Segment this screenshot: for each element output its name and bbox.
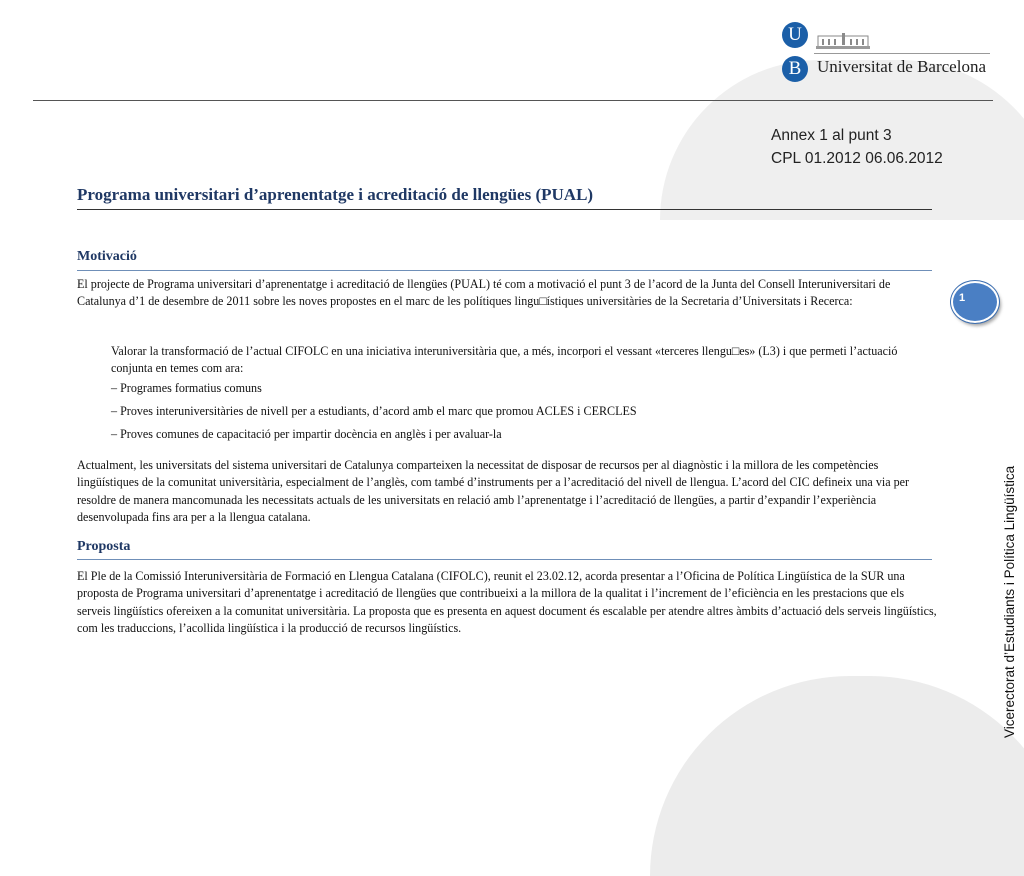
bullet-item: – Proves comunes de capacitació per impartir docència en anglès i per avaluar-la <box>111 427 502 441</box>
motivacio-quote: Valorar la transformació de l’actual CIFOLC en una iniciativa interuniversitària que, a més, incorpori el vessant «terceres llengu□es» (L3) i que permeti l’actuació conjunta en temes com ara: <box>111 344 898 376</box>
bullet-item: – Proves interuniversitàries de nivell per a estudiants, d’acord amb el marc que promou ACLES i CERCLES <box>111 404 637 418</box>
annex-line-2: CPL 01.2012 06.06.2012 <box>771 150 943 167</box>
document-title: Programa universitari d’aprenentatge i acreditació de llengües (PUAL) <box>77 185 594 204</box>
building-icon <box>816 30 870 50</box>
header-divider <box>33 100 993 101</box>
university-logo <box>780 18 995 88</box>
annex-reference <box>771 124 943 170</box>
logo-letter-u: U <box>782 22 808 48</box>
title-divider <box>77 209 932 210</box>
proposta-paragraph: El Ple de la Comissió Interuniversitària de Formació en Llengua Catalana (CIFOLC), reunit el 23.02.12, acorda presentar a l’Oficina de Política Lingüística de la SUR una proposta de Programa universitari d’aprenentatge i acreditació de llengües que contribueixi a la millora de la qualitat i l’increment de l’eficiència en les prestacions que els serveis lingüístics ofereixen a la comunitat universitària. La proposta que es presenta en aquest document és escalable per atendre altres àmbits d’actuació dels serveis lingüístics, com les traduccions, l’acollida lingüística i la producció de recursos lingüístics. <box>77 569 937 635</box>
university-name: Universitat de Barcelona <box>817 57 986 76</box>
page-number-badge <box>951 281 999 323</box>
logo-letter-b: B <box>782 56 808 82</box>
background-arc-bottom <box>650 676 1024 876</box>
motivacio-paragraph-2: Actualment, les universitats del sistema universitari de Catalunya comparteixen la necessitat de disposar de recursos per al diagnòstic i la millora de les competències lingüístiques de la comunitat universitària, especialment de l’anglès, com també d’instruments per a l’acreditació del nivell de llengua. L’acord del CIC defineix una via per resoldre de manera mancomunada les necessitats actuals de les universitats en relació amb l’aprenentatge i l’acreditació de llengües, a partir d’expandir l’experiència desenvolupada fins ara per a la llengua catalana. <box>77 458 910 524</box>
section-heading-proposta: Proposta <box>77 539 131 554</box>
section-divider-proposta <box>77 559 932 560</box>
bullet-item: – Programes formatius comuns <box>111 381 262 395</box>
section-heading-motivacio: Motivació <box>77 249 137 264</box>
side-label: Vicerectorat d’Estudiants i Política Lingüística <box>1002 465 1017 738</box>
page-number: 1 <box>959 292 966 304</box>
annex-line-1: Annex 1 al punt 3 <box>771 127 892 144</box>
section-divider-motivacio <box>77 270 932 271</box>
logo-divider <box>814 53 990 54</box>
motivacio-paragraph: El projecte de Programa universitari d’aprenentatge i acreditació de llengües (PUAL) té com a motivació el punt 3 de l’acord de la Junta del Consell Interuniversitari de Catalunya d’1 de desembre de 2011 sobre les noves propostes en el marc de les polítiques lingu□ístiques universitàries de la Secretaria d’Universitats i Recerca: <box>77 277 891 309</box>
